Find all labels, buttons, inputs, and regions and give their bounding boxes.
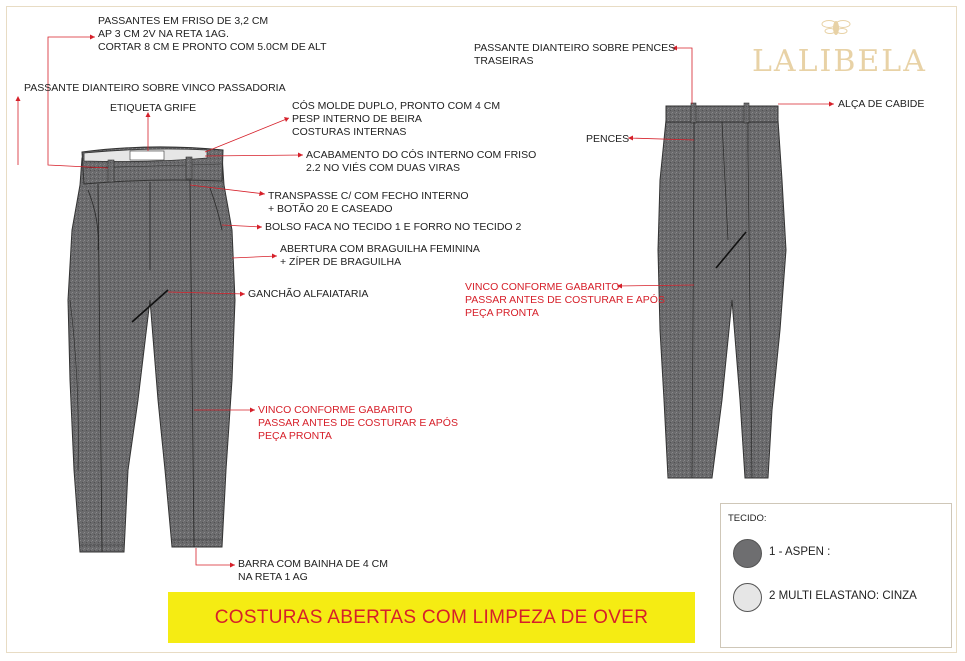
label-etiqueta: ETIQUETA GRIFE (110, 102, 197, 114)
label-barra-line-1: BARRA COM BAINHA DE 4 CM (238, 558, 388, 570)
fabric-title: TECIDO: (728, 513, 767, 524)
label-acabamento-line-2: 2.2 NO VIÉS COM DUAS VIRAS (306, 162, 461, 174)
label-acabamento (306, 149, 536, 175)
label-barra-line-2: NA RETA 1 AG (238, 571, 308, 583)
fabric-swatch-aspen (733, 539, 762, 568)
back-waistband (666, 106, 778, 122)
front-trousers (68, 147, 235, 552)
leader-cos (205, 118, 289, 152)
fabric-label-cinza: 2 MULTI ELASTANO: CINZA (769, 590, 917, 602)
leader-abertura (232, 256, 277, 258)
label-vinco-back-line-2: PASSAR ANTES DE COSTURAR E APÓS (465, 294, 665, 306)
label-abertura (280, 243, 480, 269)
label-cos-line-2: PESP INTERNO DE BEIRA (292, 113, 422, 125)
fabric-legend (720, 503, 952, 648)
fabric-swatch-cinza (733, 583, 762, 612)
back-loop-left (691, 103, 696, 123)
label-acabamento-line-1: ACABAMENTO DO CÓS INTERNO COM FRISO (306, 149, 537, 161)
label-passantes-line-3: CORTAR 8 CM E PRONTO COM 5.0CM DE ALT (98, 41, 327, 53)
label-back-passante (474, 42, 675, 68)
label-cos (292, 100, 500, 139)
label-passantes (98, 15, 327, 54)
label-cos-line-3: COSTURAS INTERNAS (292, 126, 407, 138)
belt-loop-left (108, 160, 114, 182)
label-alca: ALÇA DE CABIDE (838, 98, 925, 110)
label-passante-dianteiro: PASSANTE DIANTEIRO SOBRE VINCO PASSADORIA (24, 82, 286, 94)
label-passantes-line-2: AP 3 CM 2V NA RETA 1AG. (98, 28, 229, 40)
label-vinco-back (465, 281, 665, 320)
label-vinco-back-line-1: VINCO CONFORME GABARITO (465, 281, 620, 293)
belt-loop-right (186, 157, 192, 179)
leader-passantes (48, 37, 108, 168)
label-ganchao: GANCHÃO ALFAIATARIA (248, 288, 369, 300)
bee-icon (822, 21, 850, 36)
label-bolso: BOLSO FACA NO TECIDO 1 E FORRO NO TECIDO 2 (265, 221, 522, 233)
label-cos-line-1: CÓS MOLDE DUPLO, PRONTO COM 4 CM (292, 100, 501, 112)
label-transpasse-line-2: + BOTÃO 20 E CASEADO (268, 203, 393, 215)
fabric-label-aspen: 1 - ASPEN : (769, 546, 831, 558)
label-abertura-line-1: ABERTURA COM BRAGUILHA FEMININA (280, 243, 480, 255)
label-back-passante-line-2: TRASEIRAS (474, 55, 534, 67)
label-passantes-line-1: PASSANTES EM FRISO DE 3,2 CM (98, 15, 269, 27)
brand-tag (130, 151, 164, 160)
label-pences: PENCES (586, 133, 630, 145)
label-transpasse-line-1: TRANSPASSE C/ COM FECHO INTERNO (268, 190, 469, 202)
label-vinco-front-line-1: VINCO CONFORME GABARITO (258, 404, 413, 416)
open-seams-banner (168, 592, 695, 643)
label-vinco-front-line-2: PASSAR ANTES DE COSTURAR E APÓS (258, 417, 458, 429)
label-barra (238, 558, 388, 584)
brand-name: LALIBELA (752, 44, 927, 79)
label-vinco-back-line-3: PEÇA PRONTA (465, 307, 539, 319)
label-vinco-front-line-3: PEÇA PRONTA (258, 430, 332, 442)
front-trousers-body (68, 155, 235, 552)
label-abertura-line-2: + ZÍPER DE BRAGUILHA (280, 256, 402, 268)
back-trousers-shape (658, 120, 786, 478)
label-transpasse (268, 190, 469, 216)
back-trousers (658, 103, 786, 478)
label-back-passante-line-1: PASSANTE DIANTEIRO SOBRE PENCES (474, 42, 676, 54)
label-vinco-front (258, 404, 458, 443)
back-loop-right (744, 103, 749, 123)
leader-barra (196, 548, 235, 565)
banner-text: COSTURAS ABERTAS COM LIMPEZA DE OVER (214, 606, 649, 628)
